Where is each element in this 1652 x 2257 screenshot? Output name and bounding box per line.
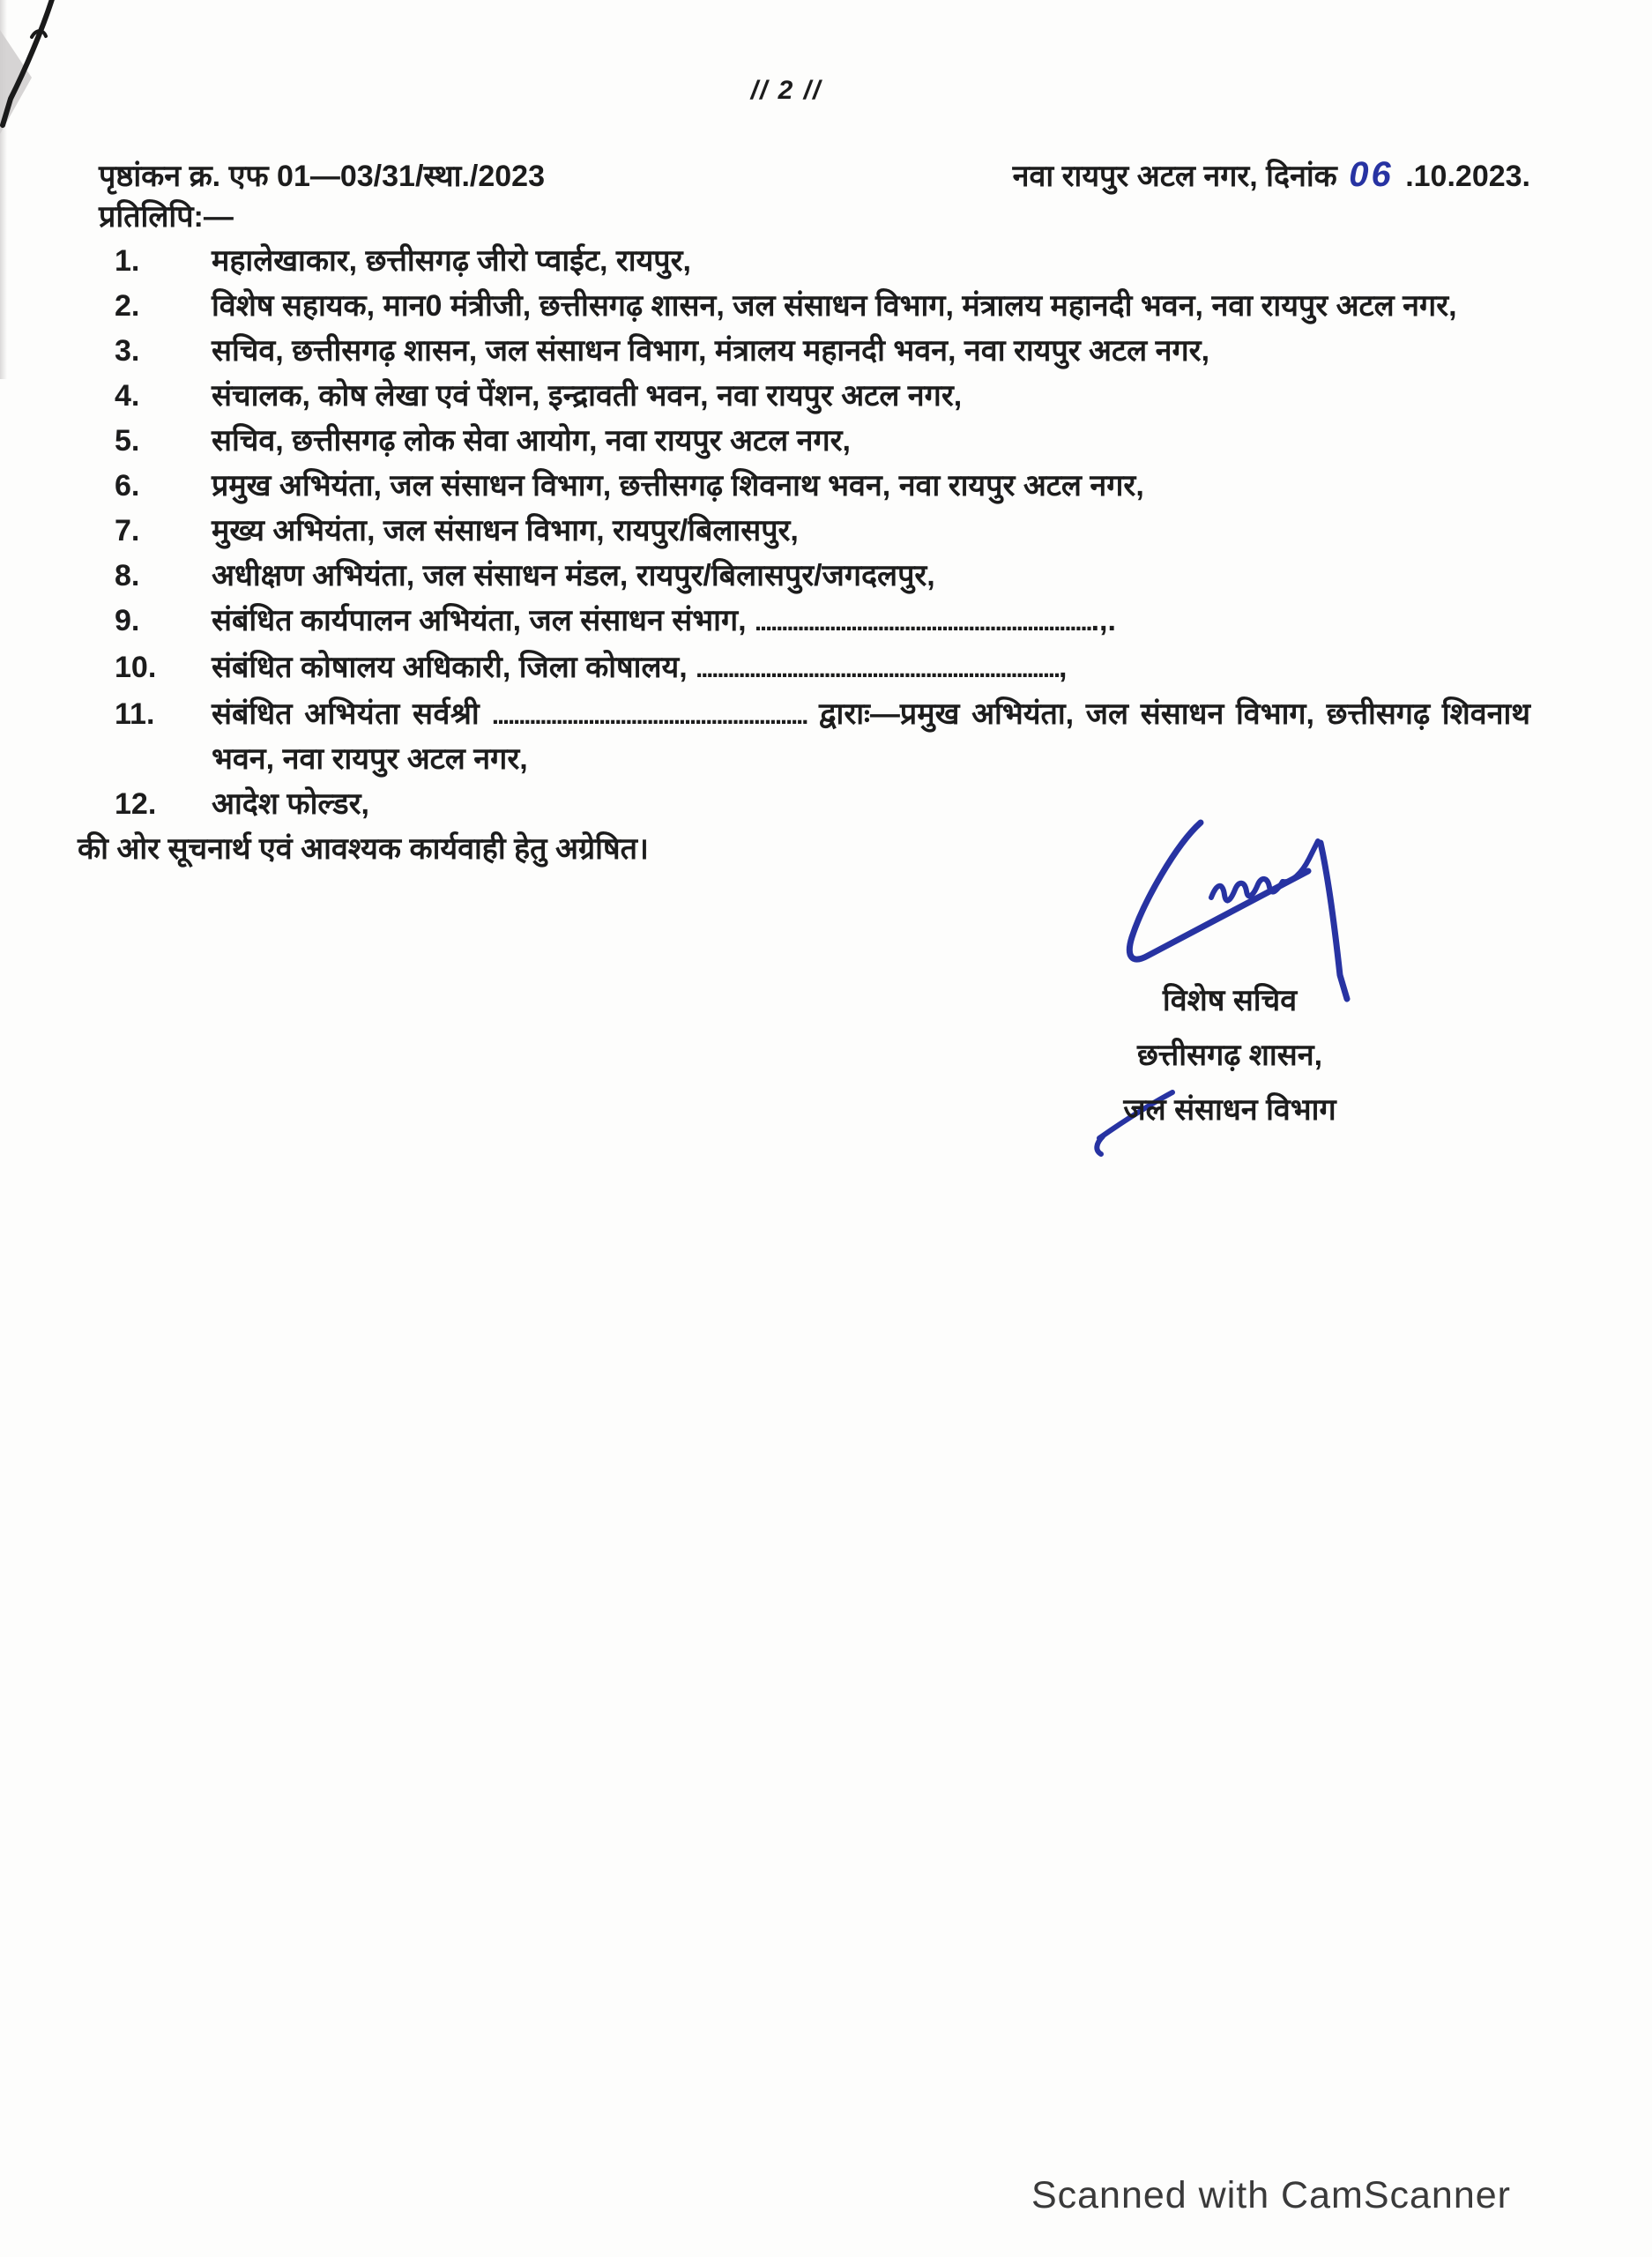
dotted-blank: ...........................................................	[491, 702, 807, 730]
text-run	[480, 697, 492, 731]
list-item-text	[212, 375, 1530, 418]
text-run: सचिव, छत्तीसगढ़ लोक सेवा आयोग, नवा रायपुर अटल नगर,	[212, 424, 851, 458]
text-run: ,	[1059, 651, 1068, 684]
text-run: महालेखाकार, छत्तीसगढ़ जीरो प्वाईट, रायपुर,	[212, 244, 691, 278]
text-run: द्वाराः—प्रमुख अभियंता, जल संसाधन विभाग, छत्तीसगढ़ शिवनाथ भवन, नवा रायपुर अटल नगर,	[212, 697, 1530, 776]
list-item-text	[212, 646, 1530, 691]
list-item-text	[212, 330, 1530, 373]
list-item-number: 1.	[115, 244, 140, 278]
text-run: संबंधित कार्यपालन अभियंता, जल संसाधन संभाग,	[212, 604, 755, 637]
dotted-blank: ...............................................................	[755, 608, 1091, 637]
signatory-dept: जल संसाधन विभाग	[1123, 1093, 1336, 1127]
ref-number: पृष्ठांकन क्र. एफ 01—03/31/स्था./2023	[99, 160, 545, 193]
list-item-text	[212, 783, 1530, 826]
text-run: विशेष सहायक, मान0 मंत्रीजी, छत्तीसगढ़ शासन, जल संसाधन विभाग, मंत्रालय महानदी भवन, नवा रायपुर अटल नगर,	[212, 289, 1457, 323]
list-item-text	[212, 240, 1530, 283]
list-item-number: 6.	[115, 469, 140, 503]
list-item	[115, 693, 1530, 781]
text-run: .,.	[1090, 604, 1116, 637]
text-run: संबंधित कोषालय अधिकारी, जिला कोषालय,	[212, 651, 696, 684]
copy-label: प्रतिलिपि:—	[99, 200, 234, 234]
date-suffix: .10.2023.	[1405, 160, 1530, 193]
list-item-text	[212, 420, 1530, 463]
list-item-text	[212, 555, 1530, 598]
place-date	[1013, 155, 1530, 196]
signatory-title: विशेष सचिव	[1162, 984, 1298, 1017]
copy-list	[99, 240, 1530, 826]
emphasis-text: अभियंता सर्वश्री	[304, 697, 480, 731]
list-item-number: 8.	[115, 559, 140, 592]
list-item	[115, 285, 1530, 328]
dotted-blank: ....................................................................	[696, 655, 1060, 683]
list-item	[115, 600, 1530, 644]
text-run: मुख्य अभियंता, जल संसाधन विभाग, रायपुर/बिलासपुर,	[212, 514, 799, 547]
list-item	[115, 420, 1530, 463]
list-item-number: 11.	[115, 697, 155, 731]
list-item-text	[212, 510, 1530, 553]
list-item	[115, 375, 1530, 418]
signature-block	[1077, 973, 1382, 1137]
list-item-number: 10.	[115, 651, 157, 684]
list-item-text	[212, 693, 1530, 781]
list-item-number: 12.	[115, 787, 157, 821]
document-body	[78, 155, 1530, 871]
list-item-text	[212, 465, 1530, 508]
list-item	[115, 783, 1530, 826]
list-item-text	[212, 285, 1530, 328]
closing-line: की ओर सूचनार्थ एवं आवश्यक कार्यवाही हेतु अग्रेषित।	[78, 832, 649, 866]
text-run: आदेश फोल्डर,	[212, 787, 369, 821]
page-number: // 2 //	[750, 76, 822, 105]
place-date-prefix: नवा रायपुर अटल नगर, दिनांक	[1012, 160, 1337, 193]
text-run: प्रमुख अभियंता, जल संसाधन विभाग, छत्तीसगढ़ शिवनाथ भवन, नवा रायपुर अटल नगर,	[212, 469, 1144, 503]
list-item-number: 3.	[115, 334, 140, 368]
list-item-number: 5.	[115, 424, 140, 458]
text-run: संबंधित	[212, 697, 305, 731]
list-item	[115, 465, 1530, 508]
signatory-org: छत्तीसगढ़ शासन,	[1136, 1039, 1323, 1072]
list-item-number: 9.	[115, 604, 140, 637]
list-item-text	[212, 600, 1530, 644]
list-item	[115, 240, 1530, 283]
camscanner-watermark: Scanned with CamScanner	[1031, 2174, 1511, 2216]
endorsement-header	[99, 155, 1530, 196]
text-run: अधीक्षण अभियंता, जल संसाधन मंडल, रायपुर/बिलासपुर/जगदलपुर,	[212, 559, 935, 592]
list-item	[115, 646, 1530, 691]
text-run: सचिव, छत्तीसगढ़ शासन, जल संसाधन विभाग, मंत्रालय महानदी भवन, नवा रायपुर अटल नगर,	[212, 334, 1210, 368]
text-run: संचालक, कोष लेखा एवं पेंशन, इन्द्रावती भवन, नवा रायपुर अटल नगर,	[212, 379, 963, 413]
list-item-number: 4.	[115, 379, 140, 413]
list-item-number: 2.	[115, 289, 140, 323]
list-item	[115, 555, 1530, 598]
list-item-number: 7.	[115, 514, 140, 547]
list-item	[115, 330, 1530, 373]
handwritten-date: 06	[1349, 155, 1394, 194]
list-item	[115, 510, 1530, 553]
